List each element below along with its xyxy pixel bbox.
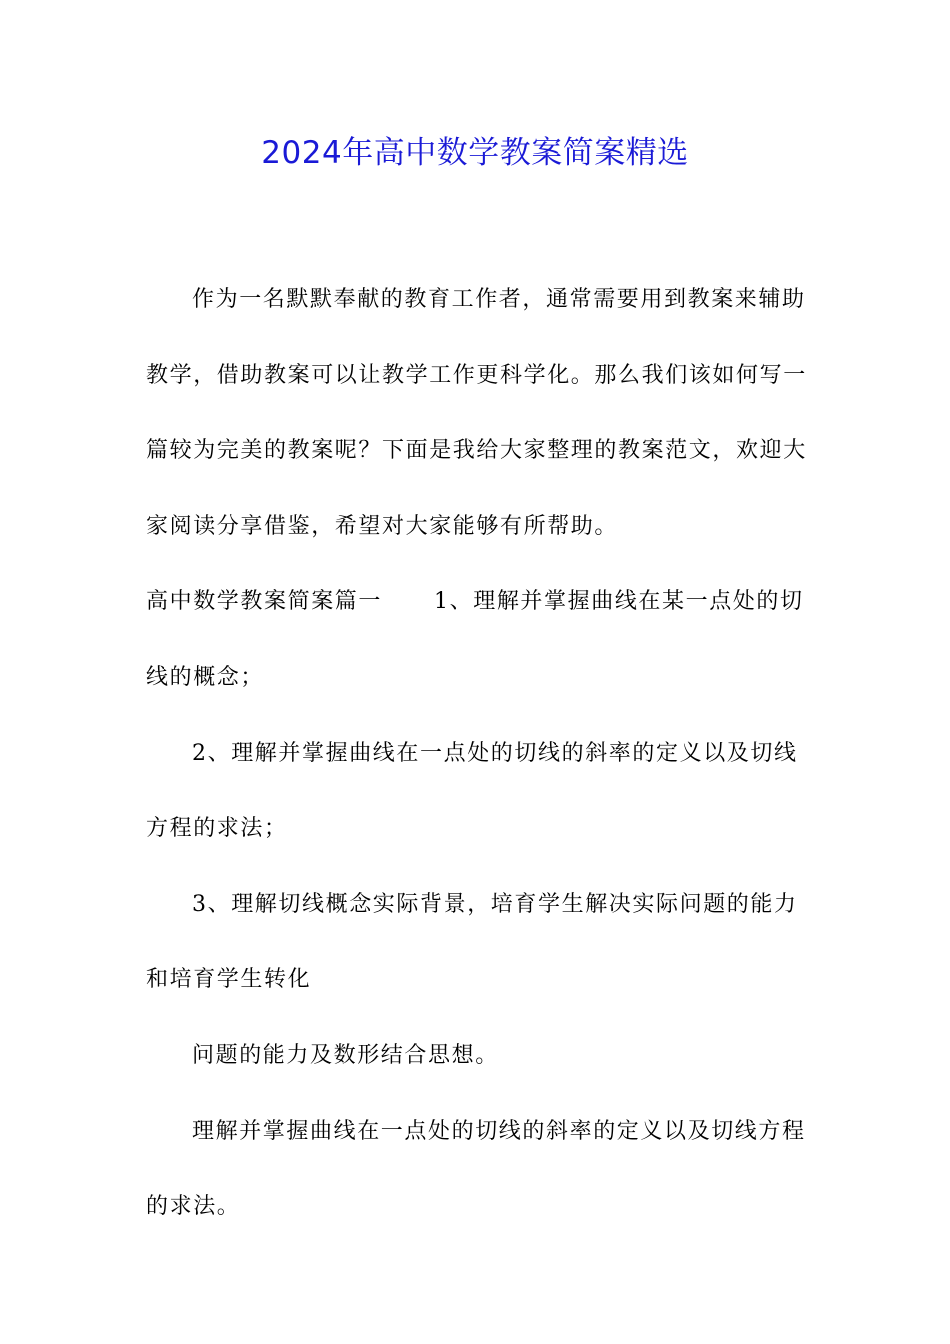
key-point-paragraph: 理解并掌握曲线在一点处的切线的斜率的定义以及切线方程的求法。 [146, 1118, 806, 1220]
section-heading: 高中数学教案简案篇一 [146, 589, 383, 615]
document-title: 2024年高中数学教案简案精选 [261, 135, 689, 171]
objective-1-end: 线的概念； [146, 664, 265, 690]
objective-3-continuation: 问题的能力及数形结合思想。 [192, 1042, 499, 1068]
objective-3-paragraph: 3、理解切线概念实际背景，培育学生解决实际问题的能力和培育学生转化 [146, 891, 798, 993]
objective-2-paragraph: 2、理解并掌握曲线在一点处的切线的斜率的定义以及切线方程的求法； [146, 740, 798, 842]
intro-paragraph: 作为一名默默奉献的教育工作者，通常需要用到教案来辅助教学，借助教案可以让教学工作更科学化。那么我们该如何写一篇较为完美的教案呢？下面是我给大家整理的教案范文，欢迎大家阅读分享借鉴，希望对大家能够有所帮助。 [146, 287, 807, 539]
document-body [146, 262, 810, 1245]
section-first-line [146, 564, 810, 715]
objective-1-start: 1、理解并掌握曲线在某一点处的切 [434, 589, 804, 615]
